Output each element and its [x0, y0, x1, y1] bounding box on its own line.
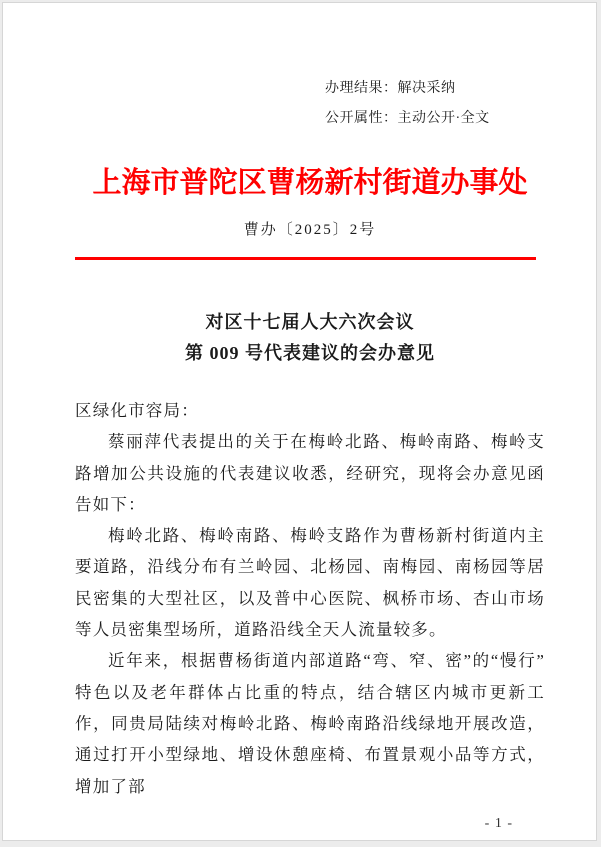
page-number: - 1 - — [484, 815, 513, 831]
handling-result-value: 解决采纳 — [397, 81, 456, 96]
document-page — [2, 2, 597, 841]
body-paragraph-1: 蔡丽萍代表提出的关于在梅岭北路、梅岭南路、梅岭支路增加公共设施的代表建议收悉，经研究，现将会办意见函告如下： — [75, 432, 545, 514]
agency-masthead-title: 上海市普陀区曹杨新村街道办事处 — [92, 167, 528, 199]
header-meta — [325, 74, 545, 134]
publicity-attribute-line — [325, 104, 545, 134]
document-body — [75, 395, 545, 802]
document-title — [75, 307, 545, 369]
handling-result-label: 办理结果： — [325, 81, 398, 96]
document-number: 曹办〔2025〕2号 — [243, 222, 377, 238]
page-content — [3, 74, 596, 832]
document-title-line-2: 第 009 号代表建议的会办意见 — [185, 343, 435, 363]
red-divider-line — [75, 257, 536, 260]
handling-result-line — [325, 74, 545, 104]
document-title-line-1: 对区十七届人大六次会议 — [205, 312, 415, 332]
publicity-attribute-value: 主动公开·全文 — [397, 111, 490, 126]
publicity-attribute-label: 公开属性： — [325, 111, 398, 126]
salutation: 区绿化市容局： — [75, 401, 199, 420]
body-paragraph-3: 近年来，根据曹杨街道内部道路“弯、窄、密”的“慢行”特色以及老年群体占比重的特点，结合辖区内城市更新工作，同贵局陆续对梅岭北路、梅岭南路沿线绿地开展改造，通过打开小型绿地、增设休憩座椅、布置景观小品等方式，增加了部 — [75, 651, 545, 796]
body-paragraph-2: 梅岭北路、梅岭南路、梅岭支路作为曹杨新村街道内主要道路，沿线分布有兰岭园、北杨园、南梅园、南杨园等居民密集的大型社区，以及普中心医院、枫桥市场、杏山市场等人员密集型场所，道路沿线全天人流量较多。 — [75, 526, 545, 640]
